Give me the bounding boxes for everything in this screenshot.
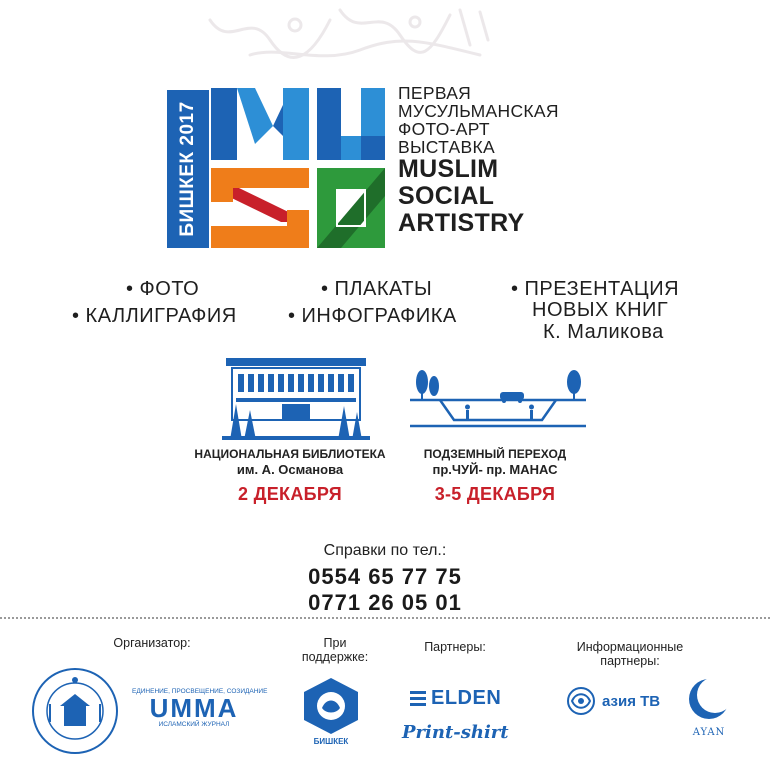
title-line: ВЫСТАВКА	[398, 137, 495, 157]
phone-number: 0554 65 77 75	[308, 564, 462, 589]
category-item: НОВЫХ КНИГ	[532, 299, 669, 321]
exhibition-title	[398, 84, 559, 237]
venue-name-line: ПОДЗЕМНЫЙ ПЕРЕХОД	[423, 447, 567, 461]
category-item: • ПРЕЗЕНТАЦИЯ	[511, 278, 680, 300]
ayan-logo	[682, 676, 736, 738]
divider	[0, 617, 770, 619]
support-label-line: поддержке:	[301, 650, 369, 664]
category-item: • КАЛЛИГРАФИЯ	[72, 305, 237, 327]
calligraphy-ornament	[190, 0, 510, 70]
bishkek-emblem-logo	[298, 676, 364, 746]
letter-o	[317, 168, 385, 248]
city-year-band	[167, 90, 209, 248]
info-partners-label	[555, 640, 705, 668]
info-label-line: партнеры:	[600, 654, 660, 668]
support-label	[280, 636, 390, 664]
title-bold-line: MUSLIM	[398, 155, 499, 183]
library-building-icon	[222, 352, 370, 440]
title-line: ПЕРВАЯ	[398, 83, 472, 103]
letter-m	[211, 88, 309, 160]
title-line: ФОТО-АРТ	[398, 119, 490, 139]
title-bold-line: SOCIAL	[398, 182, 495, 210]
title-bold-line: ARTISTRY	[398, 209, 525, 237]
muso-logo	[209, 86, 389, 250]
category-item: К. Маликова	[543, 321, 664, 343]
letter-s	[211, 168, 309, 248]
letter-u	[317, 88, 385, 160]
partners-label: Партнеры:	[424, 640, 486, 654]
venue-underpass-date: 3-5 ДЕКАБРЯ	[434, 484, 556, 504]
umma-subtitle: ИСЛАМСКИЙ ЖУРНАЛ	[158, 721, 230, 728]
umma-logo	[132, 688, 268, 728]
ayan-name: AYAN	[692, 727, 726, 738]
support-label-line: При	[323, 636, 347, 650]
aziya-tv-logo	[566, 684, 676, 718]
venue-underpass-name	[400, 447, 590, 477]
contacts-label: Справки по тел.:	[323, 542, 447, 559]
aziya-tv-ornament-icon	[566, 686, 596, 716]
venue-name-line: пр.ЧУЙ- пр. МАНАС	[432, 462, 558, 477]
venue-name-line: им. А. Османова	[236, 462, 344, 477]
elden-logo	[408, 684, 508, 712]
category-item: • ПЛАКАТЫ	[321, 278, 433, 300]
printshirt-logo: Print-shirt	[402, 722, 509, 743]
category-item: • ФОТО	[126, 278, 200, 300]
elden-mark-icon	[408, 688, 428, 708]
info-label-line: Информационные	[576, 640, 684, 654]
aziya-tv-name: азия ТВ	[602, 692, 661, 710]
city-year-text: БИШКЕК 2017	[177, 101, 198, 237]
venue-library-name	[190, 447, 390, 477]
venue-library-date: 2 ДЕКАБРЯ	[238, 484, 342, 504]
umma-tagline: ЕДИНЕНИЕ, ПРОСВЕЩЕНИЕ, СОЗИДАНИЕ	[132, 688, 268, 695]
elden-name: ELDEN	[431, 686, 502, 709]
category-item: • ИНФОГРАФИКА	[288, 305, 457, 327]
organizer-seal-logo	[30, 666, 120, 756]
phone-number: 0771 26 05 01	[308, 590, 462, 615]
crescent-icon	[682, 676, 736, 722]
title-line: МУСУЛЬМАНСКАЯ	[398, 101, 559, 121]
underpass-icon	[410, 370, 586, 432]
bishkek-label: БИШКЕК	[313, 737, 349, 746]
bishkek-emblem-icon	[298, 676, 364, 736]
umma-name: UMMA	[149, 693, 239, 723]
organizer-label: Организатор:	[113, 636, 191, 650]
venue-name-line: НАЦИОНАЛЬНАЯ БИБЛИОТЕКА	[194, 447, 386, 461]
